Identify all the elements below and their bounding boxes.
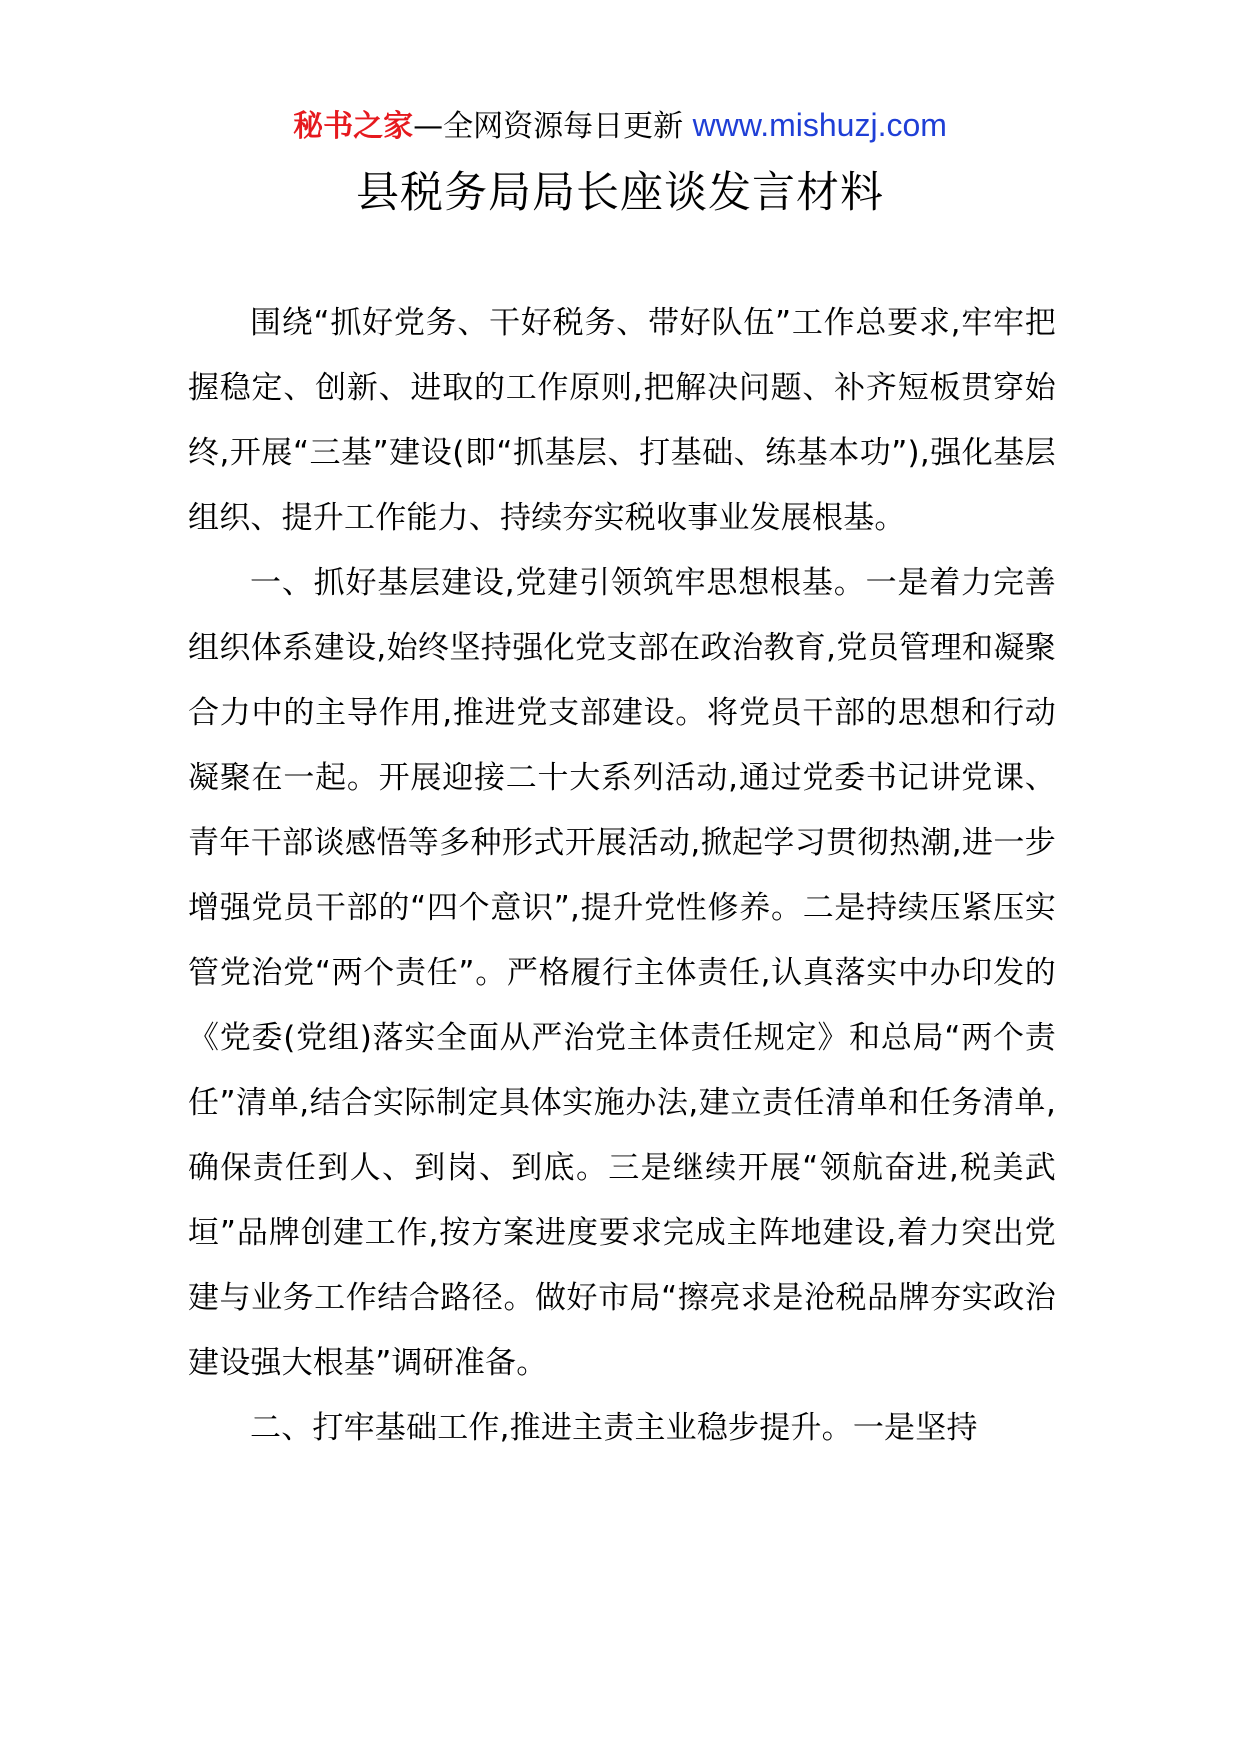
paragraph-section-two: 二、打牢基础工作,推进主责主业稳步提升。一是坚持	[250, 1410, 978, 1446]
site-header	[0, 103, 1240, 149]
site-tagline: —全网资源每日更新	[413, 109, 693, 144]
site-url-link[interactable]: www.mishuzj.com	[692, 107, 947, 143]
document-body	[188, 291, 1056, 1461]
site-brand: 秘书之家	[293, 109, 414, 144]
document-title: 县税务局局长座谈发言材料	[356, 168, 884, 218]
paragraph-intro: 围绕“抓好党务、干好税务、带好队伍”工作总要求,牢牢把握稳定、创新、进取的工作原则,把解决问题、补齐短板贯穿始终,开展“三基”建设(即“抓基层、打基础、练基本功”),强化基层组织、提升工作能力、持续夯实税收事业发展根基。	[188, 305, 1056, 536]
paragraph-section-one: 一、抓好基层建设,党建引领筑牢思想根基。一是着力完善组织体系建设,始终坚持强化党支部在政治教育,党员管理和凝聚合力中的主导作用,推进党支部建设。将党员干部的思想和行动凝聚在一起。开展迎接二十大系列活动,通过党委书记讲党课、青年干部谈感悟等多种形式开展活动,掀起学习贯彻热潮,进一步增强党员干部的“四个意识”,提升党性修养。二是持续压紧压实管党治党“两个责任”。严格履行主体责任,认真落实中办印发的《党委(党组)落实全面从严治党主体责任规定》和总局“两个责任”清单,结合实际制定具体实施办法,建立责任清单和任务清单,确保责任到人、到岗、到底。三是继续开展“领航奋进,税美武垣”品牌创建工作,按方案进度要求完成主阵地建设,着力突出党建与业务工作结合路径。做好市局“擦亮求是沧税品牌夯实政治建设强大根基”调研准备。	[188, 565, 1056, 1381]
